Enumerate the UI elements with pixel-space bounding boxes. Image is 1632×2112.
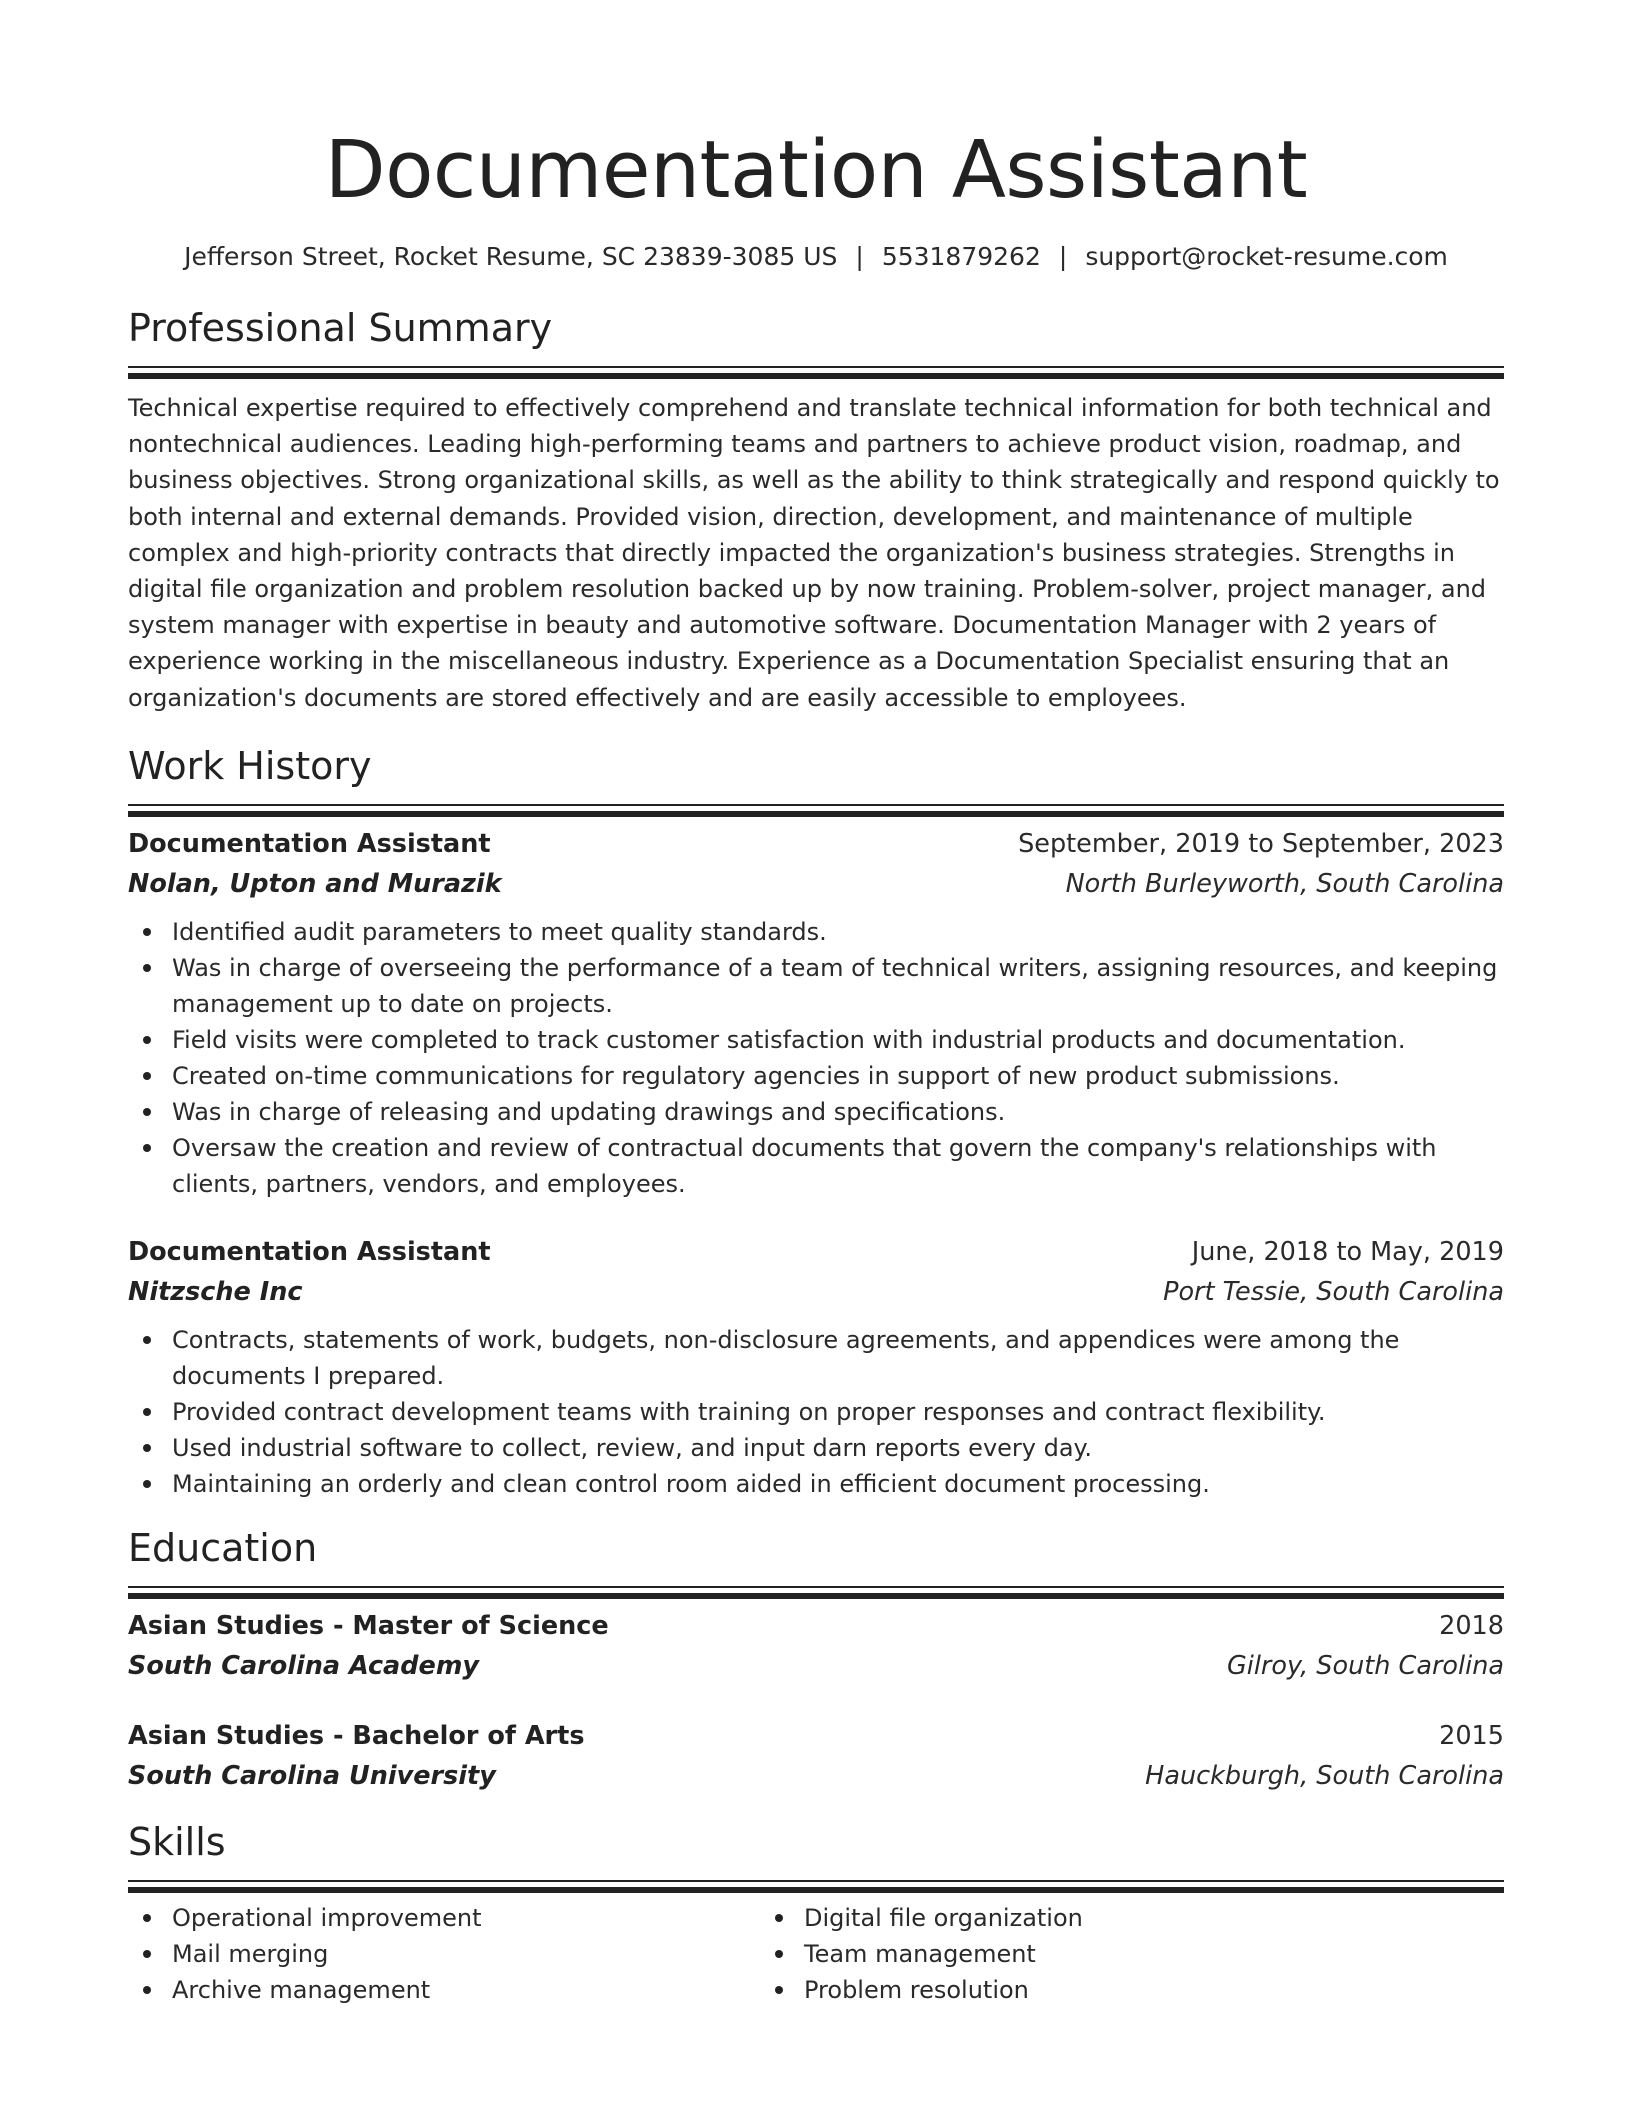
section-divider (128, 366, 1504, 368)
job-dates: June, 2018 to May, 2019 (1191, 1236, 1504, 1267)
job-header (128, 824, 1504, 864)
list-item: Provided contract development teams with training on proper responses and contract flexibility. (172, 1394, 1504, 1430)
contact-separator: | (855, 242, 864, 271)
section-heading: Skills (128, 1819, 226, 1864)
skills-columns (128, 1900, 1504, 2008)
job-bullets (128, 914, 1504, 1202)
resume-name: Documentation Assistant (324, 124, 1308, 216)
contact-separator: | (1058, 242, 1068, 271)
job-entry (128, 824, 1504, 1202)
skills-list-right (760, 1900, 1083, 2008)
skill-item: Digital file organization (804, 1900, 1083, 1936)
skill-item: Archive management (172, 1972, 760, 2008)
skill-item: Operational improvement (172, 1900, 760, 1936)
contact-line (128, 240, 1504, 274)
contact-email: support@rocket-resume.com (1085, 242, 1448, 271)
job-subheader (128, 864, 1504, 904)
list-item: Was in charge of overseeing the performance of a team of technical writers, assigning resources, and keeping management up to date on projects. (172, 950, 1504, 1022)
list-item: Created on-time communications for regulatory agencies in support of new product submissions. (172, 1058, 1504, 1094)
education-subheader (128, 1646, 1504, 1686)
job-title: Documentation Assistant (128, 1236, 491, 1267)
section-divider (128, 1586, 1504, 1588)
education-degree: Asian Studies - Master of Science (128, 1610, 609, 1641)
education-school: South Carolina University (128, 1760, 496, 1791)
contact-address: Jefferson Street, Rocket Resume, SC 23839-3085 US (184, 242, 838, 271)
list-item: Field visits were completed to track customer satisfaction with industrial products and documentation. (172, 1022, 1504, 1058)
job-location: Port Tessie, South Carolina (1163, 1276, 1504, 1307)
education-header (128, 1716, 1504, 1756)
list-item: Identified audit parameters to meet quality standards. (172, 914, 1504, 950)
job-entry (128, 1232, 1504, 1502)
job-bullets (128, 1322, 1504, 1502)
education-year: 2015 (1439, 1720, 1504, 1751)
job-subheader (128, 1272, 1504, 1312)
education-entry (128, 1716, 1504, 1796)
education-year: 2018 (1439, 1610, 1504, 1641)
section-summary (128, 304, 1504, 716)
education-degree: Asian Studies - Bachelor of Arts (128, 1720, 585, 1751)
section-heading: Work History (128, 743, 372, 788)
education-location: Gilroy, South Carolina (1226, 1650, 1504, 1681)
list-item: Contracts, statements of work, budgets, non-disclosure agreements, and appendices were among the documents I prepared. (172, 1322, 1504, 1394)
education-subheader (128, 1756, 1504, 1796)
contact-phone: 5531879262 (881, 242, 1041, 271)
section-divider (128, 1880, 1504, 1882)
skills-list-left (128, 1900, 760, 2008)
list-item: Oversaw the creation and review of contractual documents that govern the company's relationships with clients, partners, vendors, and employees. (172, 1130, 1504, 1202)
education-location: Hauckburgh, South Carolina (1145, 1760, 1504, 1791)
job-header (128, 1232, 1504, 1272)
list-item: Maintaining an orderly and clean control room aided in efficient document processing. (172, 1466, 1504, 1502)
section-heading: Education (128, 1525, 318, 1570)
education-school: South Carolina Academy (128, 1650, 480, 1681)
section-work-history (128, 742, 1504, 1502)
section-heading: Professional Summary (128, 306, 553, 350)
job-company: Nitzsche Inc (128, 1276, 303, 1307)
list-item: Used industrial software to collect, review, and input darn reports every day. (172, 1430, 1504, 1466)
summary-text: Technical expertise required to effectively comprehend and translate technical information for both technical and nontechnical audiences. Leading high-performing teams and partners to achieve product vision, roadmap, and business objectives. Strong organizational skills, as well as the ability to think strategically and respond quickly to both internal and external demands. Provided vision, direction, development, and maintenance of multiple complex and high-priority contracts that directly impacted the organization's business strategies. Strengths in digital file organization and problem resolution backed up by now training. Problem-solver, project manager, and system manager with expertise in beauty and automotive software. Documentation Manager with 2 years of experience working in the miscellaneous industry. Experience as a Documentation Specialist ensuring that an organization's documents are stored effectively and are easily accessible to employees. (128, 394, 1500, 712)
skill-item: Mail merging (172, 1936, 760, 1972)
section-skills (128, 1818, 1504, 2008)
job-title: Documentation Assistant (128, 828, 491, 859)
job-company: Nolan, Upton and Murazik (128, 868, 502, 899)
skill-item: Problem resolution (804, 1972, 1083, 2008)
section-divider (128, 804, 1504, 806)
section-education (128, 1524, 1504, 1796)
skill-item: Team management (804, 1936, 1083, 1972)
education-entry (128, 1606, 1504, 1686)
job-location: North Burleyworth, South Carolina (1065, 868, 1504, 899)
job-dates: September, 2019 to September, 2023 (1018, 828, 1504, 859)
list-item: Was in charge of releasing and updating drawings and specifications. (172, 1094, 1504, 1130)
education-header (128, 1606, 1504, 1646)
